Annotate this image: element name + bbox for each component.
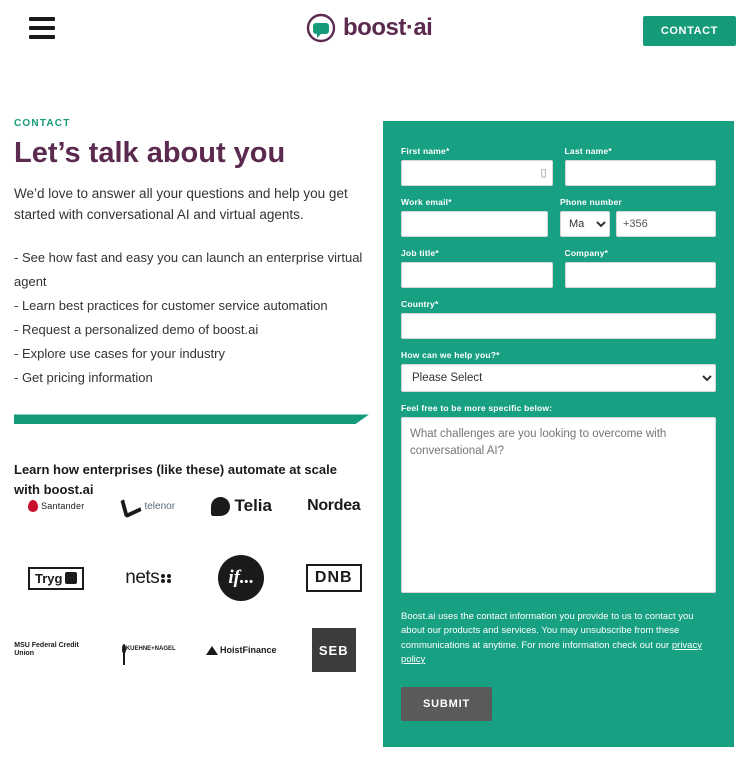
page-title: Let’s talk about you bbox=[14, 137, 286, 169]
logo-label: Tryg bbox=[35, 570, 63, 586]
customer-logo-grid bbox=[10, 470, 380, 686]
privacy-notice bbox=[401, 610, 718, 667]
divider bbox=[14, 414, 369, 432]
last-name-group bbox=[565, 146, 717, 186]
message-label: Feel free to be more specific below: bbox=[401, 403, 553, 413]
country-label: Country* bbox=[401, 299, 439, 309]
divider-bar bbox=[14, 414, 369, 424]
logo-label: SEB bbox=[312, 628, 356, 672]
phone-label: Phone number bbox=[560, 197, 622, 207]
work-email-label: Work email* bbox=[401, 197, 452, 207]
first-name-input[interactable] bbox=[401, 160, 553, 186]
list-item: - See how fast and easy you can launch an enterprise virtual agent bbox=[14, 250, 363, 290]
logo-santander bbox=[14, 482, 98, 530]
logo-label: Telia bbox=[234, 496, 272, 515]
country-input[interactable] bbox=[401, 313, 716, 339]
message-textarea[interactable] bbox=[401, 417, 716, 593]
hamburger-bar bbox=[29, 35, 55, 39]
intro-paragraph: We’d love to answer all your questions and help you get started with conversational AI and virtual agents. bbox=[14, 186, 348, 223]
logo-label: if... bbox=[218, 555, 264, 601]
logo-telia bbox=[199, 482, 283, 530]
list-item: - Learn best practices for customer service automation bbox=[14, 298, 328, 314]
work-email-input[interactable] bbox=[401, 211, 548, 237]
logo-label: Nordea bbox=[307, 497, 361, 514]
logos-heading: Learn how enterprises (like these) automate at scale with boost.ai bbox=[14, 462, 337, 497]
first-name-label: First name* bbox=[401, 146, 450, 156]
help-label: How can we help you?* bbox=[401, 350, 500, 360]
site-header bbox=[0, 0, 750, 62]
message-group bbox=[401, 403, 716, 598]
logo-label: telenor bbox=[144, 500, 176, 512]
logo-label: Santander bbox=[41, 501, 85, 511]
help-select[interactable] bbox=[401, 364, 716, 392]
hamburger-bar bbox=[29, 17, 55, 21]
last-name-input[interactable] bbox=[565, 160, 717, 186]
submit-button[interactable]: SUBMIT bbox=[401, 687, 492, 721]
company-group bbox=[565, 248, 717, 288]
logo-telenor bbox=[107, 482, 191, 530]
boost-chat-bubble-icon bbox=[305, 12, 337, 44]
logo-label: MSU Federal Credit Union bbox=[14, 642, 79, 657]
phone-group bbox=[560, 197, 716, 237]
phone-number-input[interactable] bbox=[616, 211, 716, 237]
logo-label: nets bbox=[125, 567, 160, 588]
logo-hoist-finance bbox=[199, 626, 283, 674]
first-name-group bbox=[401, 146, 553, 186]
phone-country-select[interactable] bbox=[560, 211, 610, 237]
last-name-label: Last name* bbox=[564, 146, 612, 156]
logo-nordea bbox=[292, 482, 376, 530]
list-item: - Explore use cases for your industry bbox=[14, 346, 225, 362]
logo-label: HoistFinance bbox=[219, 645, 277, 655]
contact-form-panel bbox=[383, 121, 734, 747]
job-title-input[interactable] bbox=[401, 262, 553, 288]
job-title-group bbox=[401, 248, 553, 288]
autofill-icon: ▯ bbox=[540, 167, 547, 179]
logo-if bbox=[199, 554, 283, 602]
company-input[interactable] bbox=[565, 262, 717, 288]
work-email-group bbox=[401, 197, 548, 237]
intro-section bbox=[14, 118, 369, 499]
site-logo[interactable] bbox=[305, 12, 432, 44]
help-group bbox=[401, 350, 716, 392]
benefit-list bbox=[14, 246, 369, 390]
contact-button[interactable]: CONTACT bbox=[643, 16, 736, 46]
eyebrow-label: CONTACT bbox=[14, 118, 71, 129]
logo-text: boost·ai bbox=[343, 14, 433, 41]
logo-label: DNB bbox=[306, 564, 362, 592]
logo-nets bbox=[107, 554, 191, 602]
logo-msufcu bbox=[14, 626, 98, 674]
logo-dnb bbox=[292, 554, 376, 602]
logo-tryg bbox=[14, 554, 98, 602]
logo-seb bbox=[292, 626, 376, 674]
job-title-label: Job title* bbox=[401, 248, 439, 258]
privacy-text: Boost.ai uses the contact information you provide to us to contact you about our products and services. You may unsubscribe from these communications at anytime. For more information check out our bbox=[401, 611, 694, 651]
hamburger-icon[interactable] bbox=[29, 17, 55, 39]
logo-label: KUEHNE+NAGEL bbox=[125, 646, 176, 653]
logo-kuehne-nagel bbox=[107, 626, 191, 674]
hamburger-bar bbox=[29, 26, 55, 30]
list-item: - Get pricing information bbox=[14, 370, 153, 386]
company-label: Company* bbox=[564, 248, 609, 258]
list-item: - Request a personalized demo of boost.ai bbox=[14, 322, 259, 338]
privacy-policy-link[interactable]: privacy policy bbox=[401, 639, 702, 665]
country-group bbox=[401, 299, 716, 339]
